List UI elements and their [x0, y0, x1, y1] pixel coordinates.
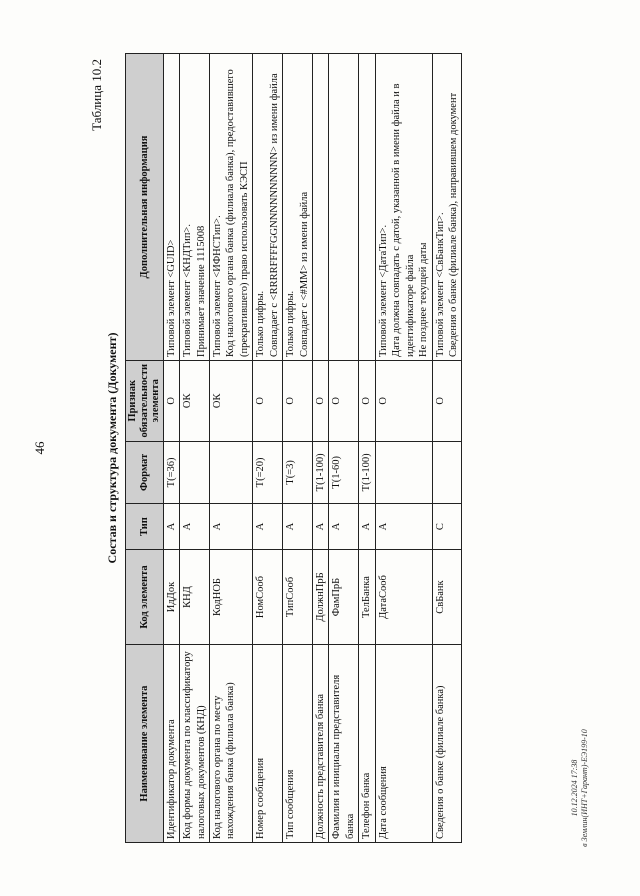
- cell-element-code: НомСооб: [253, 549, 283, 644]
- cell-additional-info: [253, 54, 283, 361]
- cell-additional-info: [359, 54, 375, 361]
- cell-element-name: Фамилия и инициалы представителя банка: [329, 645, 359, 843]
- info-line: Не позднее текущей даты: [418, 242, 430, 357]
- cell-element-type: А: [313, 504, 329, 550]
- cell-element-code: ФамПрБ: [329, 549, 359, 644]
- cell-additional-info: [209, 54, 252, 361]
- cell-element-name: Номер сообщения: [253, 645, 283, 843]
- cell-element-code: ИдДок: [163, 549, 179, 644]
- info-line: Только цифры.: [255, 290, 267, 357]
- cell-additional-info: [375, 54, 432, 361]
- info-line: Код налогового органа банка (филиала банка), предоставившего (прекратившего) право использовать КЭСП: [225, 69, 250, 357]
- info-line: Дата должна совпадать с датой, указанной в имени файла и в идентификаторе файла: [391, 83, 416, 357]
- header-name: Наименование элемента: [126, 645, 164, 843]
- cell-additional-info: [163, 54, 179, 361]
- table-label: Таблица 10.2: [89, 59, 104, 131]
- cell-element-name: Должность представителя банка: [313, 645, 329, 843]
- footer-stamp: [570, 729, 590, 847]
- cell-element-type: А: [180, 504, 210, 550]
- table-row: [329, 54, 359, 843]
- cell-element-name: Телефон банка: [359, 645, 375, 843]
- cell-element-type: С: [432, 504, 462, 550]
- table-row: [313, 54, 329, 843]
- document-structure-table: [125, 53, 462, 843]
- info-line: Типовой элемент <GUID>: [165, 239, 177, 357]
- cell-element-type: А: [375, 504, 432, 550]
- cell-element-code: ТелБанка: [359, 549, 375, 644]
- header-requirement: Признак обязательности элемента: [126, 361, 164, 442]
- info-line: Принимает значение 1115008: [195, 225, 207, 357]
- info-line: Совпадает с <RRRRFFFFGGNNNNNNNNNN> из имени файла: [268, 73, 280, 357]
- table-row: [359, 54, 375, 843]
- cell-element-requirement: ОК: [209, 361, 252, 442]
- cell-element-name: Тип сообщения: [283, 645, 313, 843]
- cell-element-requirement: ОК: [180, 361, 210, 442]
- cell-element-type: А: [209, 504, 252, 550]
- cell-element-format: T(=20): [253, 441, 283, 504]
- cell-element-type: А: [359, 504, 375, 550]
- cell-additional-info: [329, 54, 359, 361]
- cell-additional-info: [180, 54, 210, 361]
- table-row: [209, 54, 252, 843]
- cell-element-format: T(1-60): [329, 441, 359, 504]
- table-row: [163, 54, 179, 843]
- cell-additional-info: [313, 54, 329, 361]
- cell-element-type: А: [253, 504, 283, 550]
- info-line: Только цифры.: [285, 290, 297, 357]
- table-row: [283, 54, 313, 843]
- cell-element-format: T(=36): [163, 441, 179, 504]
- table-row: [432, 54, 462, 843]
- footer-source: в Землин(ИНТ+Гарант)-ЕЭ199-10: [580, 729, 589, 847]
- cell-element-format: T(1-100): [313, 441, 329, 504]
- header-format: Формат: [126, 441, 164, 504]
- cell-element-name: Код налогового органа по месту нахождения банка (филиала банка): [209, 645, 252, 843]
- table-row: [253, 54, 283, 843]
- info-line: Типовой элемент <КНДТип>.: [182, 224, 194, 357]
- cell-element-format: [209, 441, 252, 504]
- header-info: Дополнительная информация: [126, 54, 164, 361]
- cell-element-code: КНД: [180, 549, 210, 644]
- cell-element-type: А: [163, 504, 179, 550]
- cell-element-type: А: [329, 504, 359, 550]
- info-line: Совпадает с <#MM> из имени файла: [298, 191, 310, 357]
- cell-element-code: ТипСооб: [283, 549, 313, 644]
- info-line: Типовой элемент <ИФНСТип>.: [211, 215, 223, 357]
- cell-element-format: T(1-100): [359, 441, 375, 504]
- table-header-row: [126, 54, 164, 843]
- table-title: Состав и структура документа (Документ): [105, 332, 119, 564]
- table-row: [375, 54, 432, 843]
- cell-additional-info: [283, 54, 313, 361]
- table-row: [180, 54, 210, 843]
- header-code: Код элемента: [126, 549, 164, 644]
- info-line: Типовой элемент <СвБанкТип>.: [434, 212, 446, 357]
- page-number: 46: [32, 441, 47, 455]
- cell-element-requirement: О: [329, 361, 359, 442]
- table-body: [163, 54, 462, 843]
- footer-date: 10.12.2024 17:38: [570, 759, 579, 817]
- cell-element-type: А: [283, 504, 313, 550]
- cell-element-name: Код формы документа по классификатору налоговых документов (КНД): [180, 645, 210, 843]
- cell-element-requirement: О: [359, 361, 375, 442]
- cell-element-requirement: О: [375, 361, 432, 442]
- rotated-content: [85, 53, 555, 843]
- cell-element-requirement: О: [163, 361, 179, 442]
- cell-element-format: [432, 441, 462, 504]
- cell-element-format: [180, 441, 210, 504]
- cell-additional-info: [432, 54, 462, 361]
- header-type: Тип: [126, 504, 164, 550]
- info-line: Сведения о банке (филиале банка), направившем документ: [447, 92, 459, 357]
- cell-element-format: [375, 441, 432, 504]
- cell-element-format: T(=3): [283, 441, 313, 504]
- cell-element-name: Сведения о банке (филиале банка): [432, 645, 462, 843]
- cell-element-name: Дата сообщения: [375, 645, 432, 843]
- cell-element-requirement: О: [283, 361, 313, 442]
- cell-element-requirement: О: [313, 361, 329, 442]
- cell-element-code: КодНОБ: [209, 549, 252, 644]
- info-line: Типовой элемент <ДатаТип>.: [377, 224, 389, 357]
- cell-element-name: Идентификатор документа: [163, 645, 179, 843]
- cell-element-requirement: О: [253, 361, 283, 442]
- cell-element-code: ДатаСооб: [375, 549, 432, 644]
- cell-element-requirement: О: [432, 361, 462, 442]
- cell-element-code: СвБанк: [432, 549, 462, 644]
- cell-element-code: ДолжнПрБ: [313, 549, 329, 644]
